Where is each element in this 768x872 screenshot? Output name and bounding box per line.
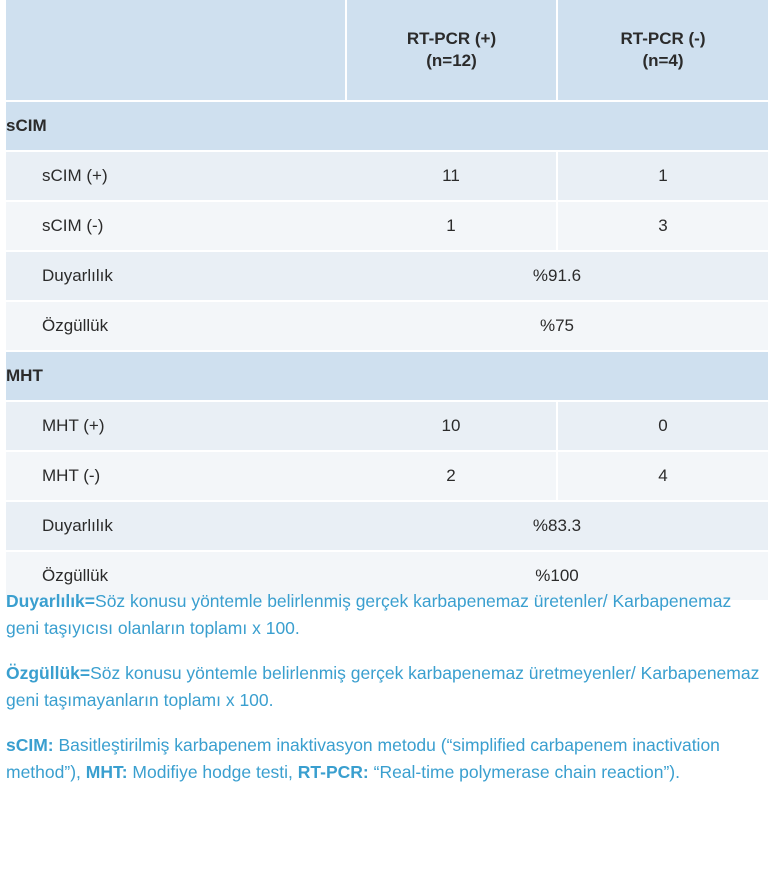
header-rtpcr-positive: RT-PCR (+) (n=12)	[346, 0, 557, 101]
merged-value: %75	[346, 301, 768, 351]
abbr-term: sCIM:	[6, 735, 54, 755]
row-label: Özgüllük	[6, 301, 346, 351]
row-label: sCIM (+)	[6, 151, 346, 201]
footnote-text: Söz konusu yöntemle belirlenmiş gerçek karbapenemaz üretmeyenler/ Karbapenemaz geni taşımayanların toplamı x 100.	[6, 663, 760, 710]
cell-value: 1	[557, 151, 768, 201]
footnote-term: Özgüllük=	[6, 663, 91, 683]
cell-value: 11	[346, 151, 557, 201]
abbr-term: MHT:	[85, 762, 128, 782]
footnote-specificity	[6, 660, 766, 714]
section-header-mht	[6, 351, 768, 401]
abbr-text: Basitleştirilmiş karbapenem inaktivasyon metodu (“simplified carbapenem inactivation method”),	[6, 735, 720, 782]
table-row	[6, 401, 768, 451]
section-header-scim	[6, 101, 768, 151]
table-footnotes	[6, 588, 766, 804]
table-row	[6, 151, 768, 201]
footnote-sensitivity	[6, 588, 766, 642]
cell-value: 3	[557, 201, 768, 251]
header-rtpcr-negative: RT-PCR (-) (n=4)	[557, 0, 768, 101]
row-label: Duyarlılık	[6, 501, 346, 551]
footnote-text: Söz konusu yöntemle belirlenmiş gerçek karbapenemaz üretenler/ Karbapenemaz geni taşıyıcısı olanların toplamı x 100.	[6, 591, 732, 638]
cell-value: 4	[557, 451, 768, 501]
footnote-abbreviations	[6, 732, 766, 786]
row-label: MHT (+)	[6, 401, 346, 451]
merged-value: %100	[346, 551, 768, 600]
table-row	[6, 251, 768, 301]
results-table	[6, 0, 768, 600]
abbr-term: RT-PCR:	[297, 762, 369, 782]
cell-value: 10	[346, 401, 557, 451]
abbr-text: Modifiye hodge testi,	[127, 762, 298, 782]
abbr-text: “Real-time polymerase chain reaction”).	[368, 762, 680, 782]
merged-value: %91.6	[346, 251, 768, 301]
section-title: MHT	[6, 351, 768, 401]
footnote-term: Duyarlılık=	[6, 591, 96, 611]
table-row	[6, 501, 768, 551]
section-title: sCIM	[6, 101, 768, 151]
row-label: sCIM (-)	[6, 201, 346, 251]
merged-value: %83.3	[346, 501, 768, 551]
table-row	[6, 201, 768, 251]
table-header-row	[6, 0, 768, 101]
table-row	[6, 451, 768, 501]
table-row	[6, 301, 768, 351]
cell-value: 2	[346, 451, 557, 501]
row-label: Özgüllük	[6, 551, 346, 600]
row-label: Duyarlılık	[6, 251, 346, 301]
cell-value: 1	[346, 201, 557, 251]
row-label: MHT (-)	[6, 451, 346, 501]
header-empty-cell	[6, 0, 346, 101]
cell-value: 0	[557, 401, 768, 451]
